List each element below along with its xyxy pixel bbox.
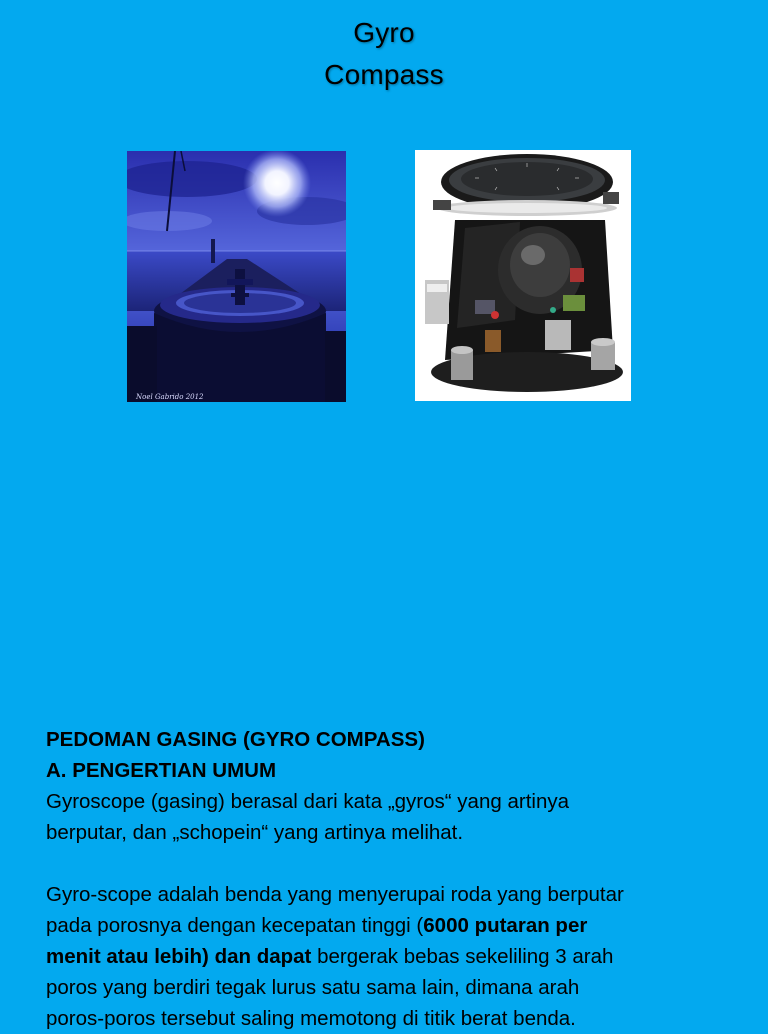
gyro-compass-photo xyxy=(415,150,631,401)
paragraph-2-line-2 xyxy=(46,910,736,941)
title-line-2: Compass xyxy=(324,59,444,90)
paragraph-2-line-3-bold: menit atau lebih) dan dapat xyxy=(46,945,312,968)
slide-body xyxy=(46,724,736,1034)
paragraph-2-line-3 xyxy=(46,941,736,972)
paragraph-2-line-4: poros yang berdiri tegak lurus satu sama lain, dimana arah xyxy=(46,976,580,999)
gyro-mechanism-illustration xyxy=(415,150,631,401)
ship-bridge-illustration xyxy=(127,151,346,402)
paragraph-1-line-1: Gyroscope (gasing) berasal dari kata „gyros“ yang artinya xyxy=(46,790,569,813)
ship-bridge-photo xyxy=(127,151,346,402)
title-line-1: Gyro xyxy=(353,17,415,48)
slide-title xyxy=(0,12,768,96)
photo-credit: Noel Gabrido 2012 xyxy=(136,393,204,401)
paragraph-2-line-2-normal: pada porosnya dengan kecepatan tinggi ( xyxy=(46,914,424,937)
paragraph-2-line-5: poros-poros tersebut saling memotong di titik berat benda. xyxy=(46,1007,576,1030)
paragraph-2-line-1: Gyro-scope adalah benda yang menyerupai roda yang berputar xyxy=(46,883,624,906)
paragraph-2-line-3-normal: bergerak bebas sekeliling 3 arah xyxy=(311,945,614,968)
paragraph-2-line-2-bold: 6000 putaran per xyxy=(423,914,588,937)
heading-pengertian-umum: A. PENGERTIAN UMUM xyxy=(46,759,277,782)
paragraph-gap xyxy=(46,848,736,879)
heading-pedoman-gasing: PEDOMAN GASING (GYRO COMPASS) xyxy=(46,728,425,751)
paragraph-1-line-2: berputar, dan „schopein“ yang artinya melihat. xyxy=(46,821,464,844)
